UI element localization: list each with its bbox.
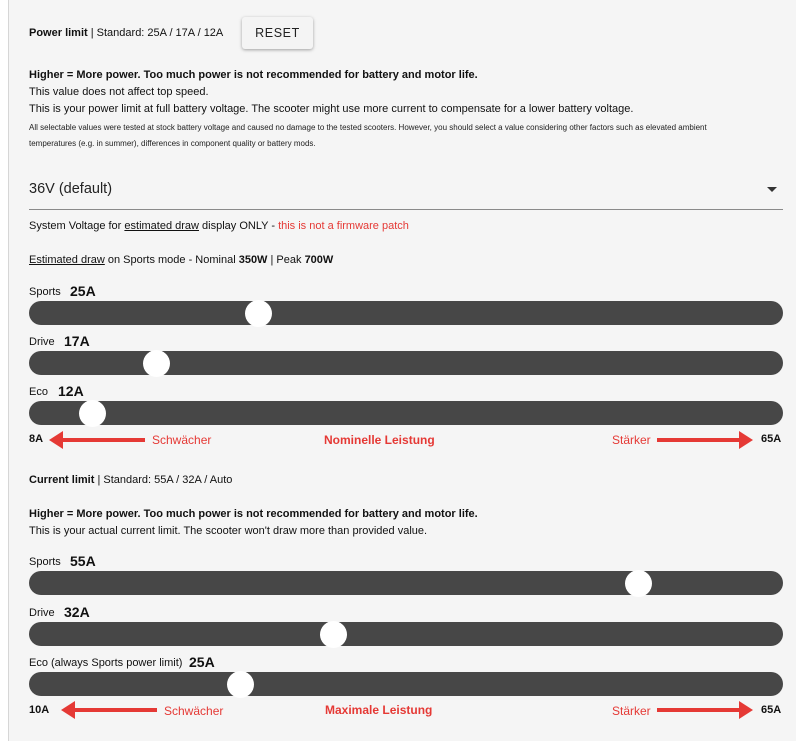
power-drive-label: Drive: [29, 336, 55, 348]
current-scale-center: Maximale Leistung: [325, 703, 433, 717]
power-sports-thumb[interactable]: [245, 300, 272, 327]
voltage-select[interactable]: [29, 174, 783, 210]
current-sports-value: 55A: [70, 553, 96, 569]
estimated-draw-line: [29, 253, 333, 267]
draw-peak: 700W: [304, 254, 334, 266]
current-drive-value: 32A: [64, 604, 90, 620]
power-fine-print-1: All selectable values were tested at stock battery voltage and caused no damage to the tested scooters. However, you should select a value considering other factors such as elevated ambient: [29, 123, 707, 132]
current-sports-thumb[interactable]: [625, 570, 652, 597]
power-sports-slider[interactable]: [29, 301, 783, 325]
current-scale-weaker: Schwächer: [164, 704, 224, 718]
settings-panel: [8, 0, 796, 741]
voltage-desc-prefix: System Voltage for: [29, 220, 125, 232]
estimated-draw-link[interactable]: estimated draw: [124, 220, 199, 232]
current-eco-thumb[interactable]: [227, 671, 254, 698]
power-eco-thumb[interactable]: [79, 400, 106, 427]
current-limit-standard: | Standard: 55A / 32A / Auto: [97, 474, 233, 486]
current-drive-thumb[interactable]: [320, 621, 347, 648]
current-sports-slider[interactable]: [29, 571, 783, 595]
current-eco-label: Eco (always Sports power limit): [29, 657, 183, 669]
power-limit-standard: | Standard: 25A / 17A / 12A: [90, 27, 224, 39]
power-scale-center: Nominelle Leistung: [324, 433, 435, 447]
current-drive-slider[interactable]: [29, 622, 783, 646]
power-eco-label: Eco: [29, 386, 48, 398]
voltage-select-value: 36V (default): [29, 181, 113, 197]
current-warning: Higher = More power. Too much power is not recommended for battery and motor life.: [29, 508, 478, 520]
power-drive-slider[interactable]: [29, 351, 783, 375]
current-sports-label: Sports: [29, 556, 61, 568]
reset-button[interactable]: RESET: [242, 17, 313, 49]
power-note-top-speed: This value does not affect top speed.: [29, 86, 209, 98]
power-scale-stronger: Stärker: [612, 433, 651, 447]
power-drive-thumb[interactable]: [143, 350, 170, 377]
arrow-left-icon: [61, 700, 161, 720]
draw-nominal: 350W: [238, 254, 268, 266]
current-scale-max: 65A: [761, 704, 782, 716]
estimated-draw-link-2[interactable]: Estimated draw: [29, 254, 105, 266]
arrow-left-icon: [49, 430, 149, 450]
caret-down-icon: [767, 187, 777, 192]
power-note-voltage: This is your power limit at full battery voltage. The scooter might use more current to compensate for a lower battery voltage.: [29, 103, 634, 115]
power-eco-value: 12A: [58, 383, 84, 399]
current-limit-header: [29, 473, 232, 487]
power-fine-print-2: temperatures (e.g. in summer), differences in component quality or battery mods.: [29, 139, 316, 148]
power-sports-value: 25A: [70, 283, 96, 299]
voltage-description: [29, 219, 409, 233]
firmware-warning: this is not a firmware patch: [278, 220, 409, 232]
power-limit-title: Power limit: [29, 27, 88, 39]
current-scale-stronger: Stärker: [612, 704, 651, 718]
power-limit-header: [29, 26, 223, 40]
arrow-right-icon: [657, 700, 757, 720]
power-eco-slider[interactable]: [29, 401, 783, 425]
power-scale-min: 8A: [29, 433, 44, 445]
voltage-desc-middle: display ONLY -: [198, 220, 279, 232]
current-limit-title: Current limit: [29, 474, 95, 486]
power-warning: Higher = More power. Too much power is not recommended for battery and motor life.: [29, 69, 478, 81]
power-scale-max: 65A: [761, 433, 782, 445]
current-note: This is your actual current limit. The scooter won't draw more than provided value.: [29, 525, 428, 537]
draw-prefix: on Sports mode - Nominal: [104, 254, 239, 266]
power-scale-weaker: Schwächer: [152, 433, 212, 447]
current-scale-min: 10A: [29, 704, 50, 716]
arrow-right-icon: [657, 430, 757, 450]
power-sports-label: Sports: [29, 286, 61, 298]
power-drive-value: 17A: [64, 333, 90, 349]
current-eco-value: 25A: [189, 654, 215, 670]
draw-separator: | Peak: [267, 254, 305, 266]
current-eco-slider[interactable]: [29, 672, 783, 696]
current-drive-label: Drive: [29, 607, 55, 619]
